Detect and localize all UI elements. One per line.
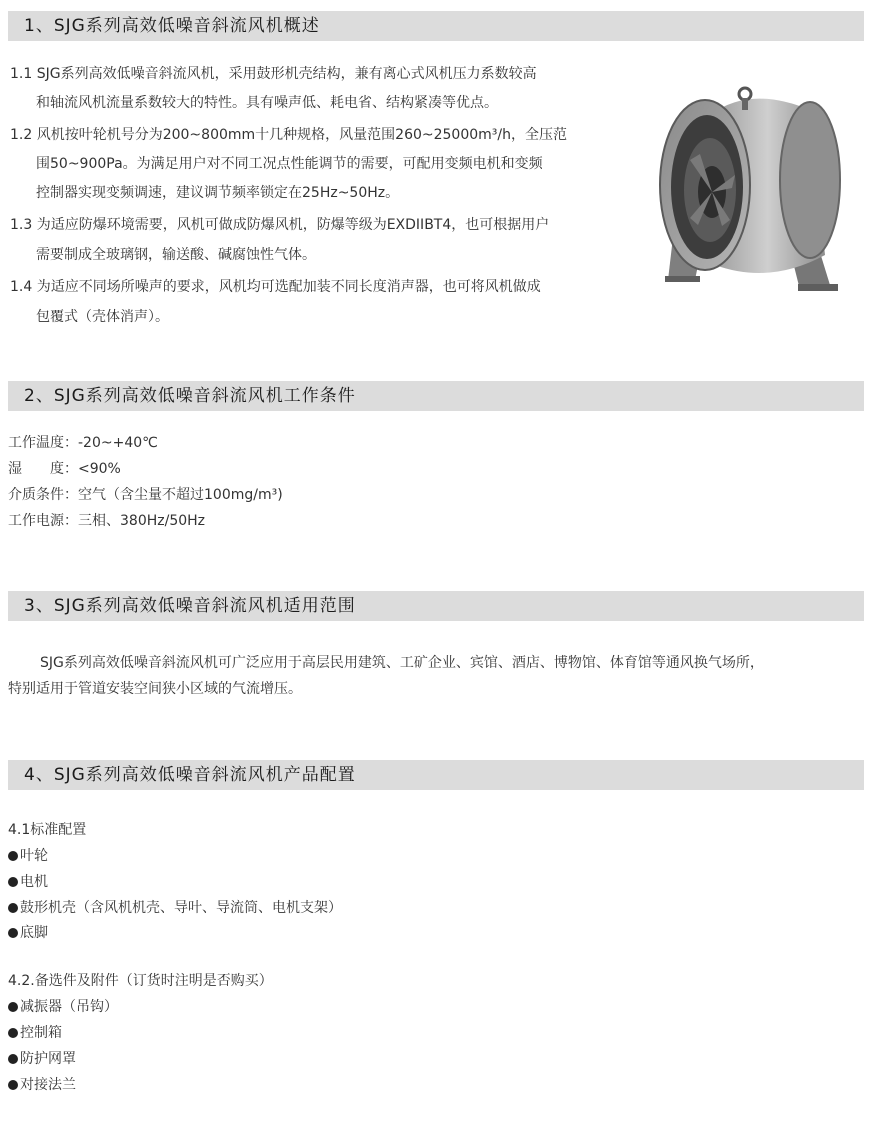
section3-heading: 3、SJG系列高效低噪音斜流风机适用范围 [8,591,864,621]
optional-config-title: 4.2.备选件及附件（订货时注明是否购买） [8,973,273,989]
list-item: 对接法兰 [8,1075,76,1095]
list-item: 控制箱 [8,1023,62,1043]
item-1-4-line2: 包覆式（壳体消声）。 [36,309,169,325]
item-1-3-line2: 需要制成全玻璃钢，输送酸、碱腐蚀性气体。 [36,247,316,263]
bullet-icon [8,877,18,887]
bullet-icon [8,903,18,913]
list-item: 防护网罩 [8,1049,76,1069]
item-1-3-line1: 1.3 为适应防爆环境需要，风机可做成防爆风机，防爆等级为EXDIIBT4，也可根据用户 [10,217,550,233]
list-item: 底脚 [8,923,48,943]
item-1-2-line3: 控制器实现变频调速，建议调节频率锁定在25Hz~50Hz。 [36,185,400,201]
bullet-icon [8,1054,18,1064]
list-item: 电机 [8,872,48,892]
condition-humidity: 湿 度：<90% [8,461,121,477]
list-item: 鼓形机壳（含风机机壳、导叶、导流筒、电机支架） [8,898,342,918]
bullet-icon [8,851,18,861]
application-line2: 特别适用于管道安装空间狭小区域的气流增压。 [8,681,302,697]
item-1-2-line1: 1.2 风机按叶轮机号分为200~800mm十几种规格，风量范围260~25000m³/h，全压范 [10,127,567,143]
bullet-icon [8,928,18,938]
list-item: 叶轮 [8,846,48,866]
section1-heading: 1、SJG系列高效低噪音斜流风机概述 [8,11,864,41]
list-item: 减振器（吊钩） [8,997,118,1017]
application-line1: SJG系列高效低噪音斜流风机可广泛应用于高层民用建筑、工矿企业、宾馆、酒店、博物馆、体育馆等通风换气场所， [40,655,764,671]
bullet-icon [8,1002,18,1012]
item-1-2-line2: 围50~900Pa。为满足用户对不同工况点性能调节的需要，可配用变频电机和变频 [36,156,543,172]
condition-medium: 介质条件：空气（含尘量不超过100mg/m³) [8,487,283,503]
bullet-icon [8,1080,18,1090]
condition-power: 工作电源：三相、380Hz/50Hz [8,513,206,529]
bullet-icon [8,1028,18,1038]
item-1-4-line1: 1.4 为适应不同场所噪声的要求，风机均可选配加装不同长度消声器，也可将风机做成 [10,279,541,295]
item-1-1-line1: 1.1 SJG系列高效低噪音斜流风机，采用鼓形机壳结构，兼有离心式风机压力系数较高 [10,66,537,82]
standard-config-title: 4.1标准配置 [8,822,87,838]
condition-temperature: 工作温度：-20~+40℃ [8,435,158,451]
item-1-1-line2: 和轴流风机流量系数较大的特性。具有噪声低、耗电省、结构紧凑等优点。 [36,95,498,111]
fan-product-image [650,80,855,305]
section2-heading: 2、SJG系列高效低噪音斜流风机工作条件 [8,381,864,411]
section4-heading: 4、SJG系列高效低噪音斜流风机产品配置 [8,760,864,790]
